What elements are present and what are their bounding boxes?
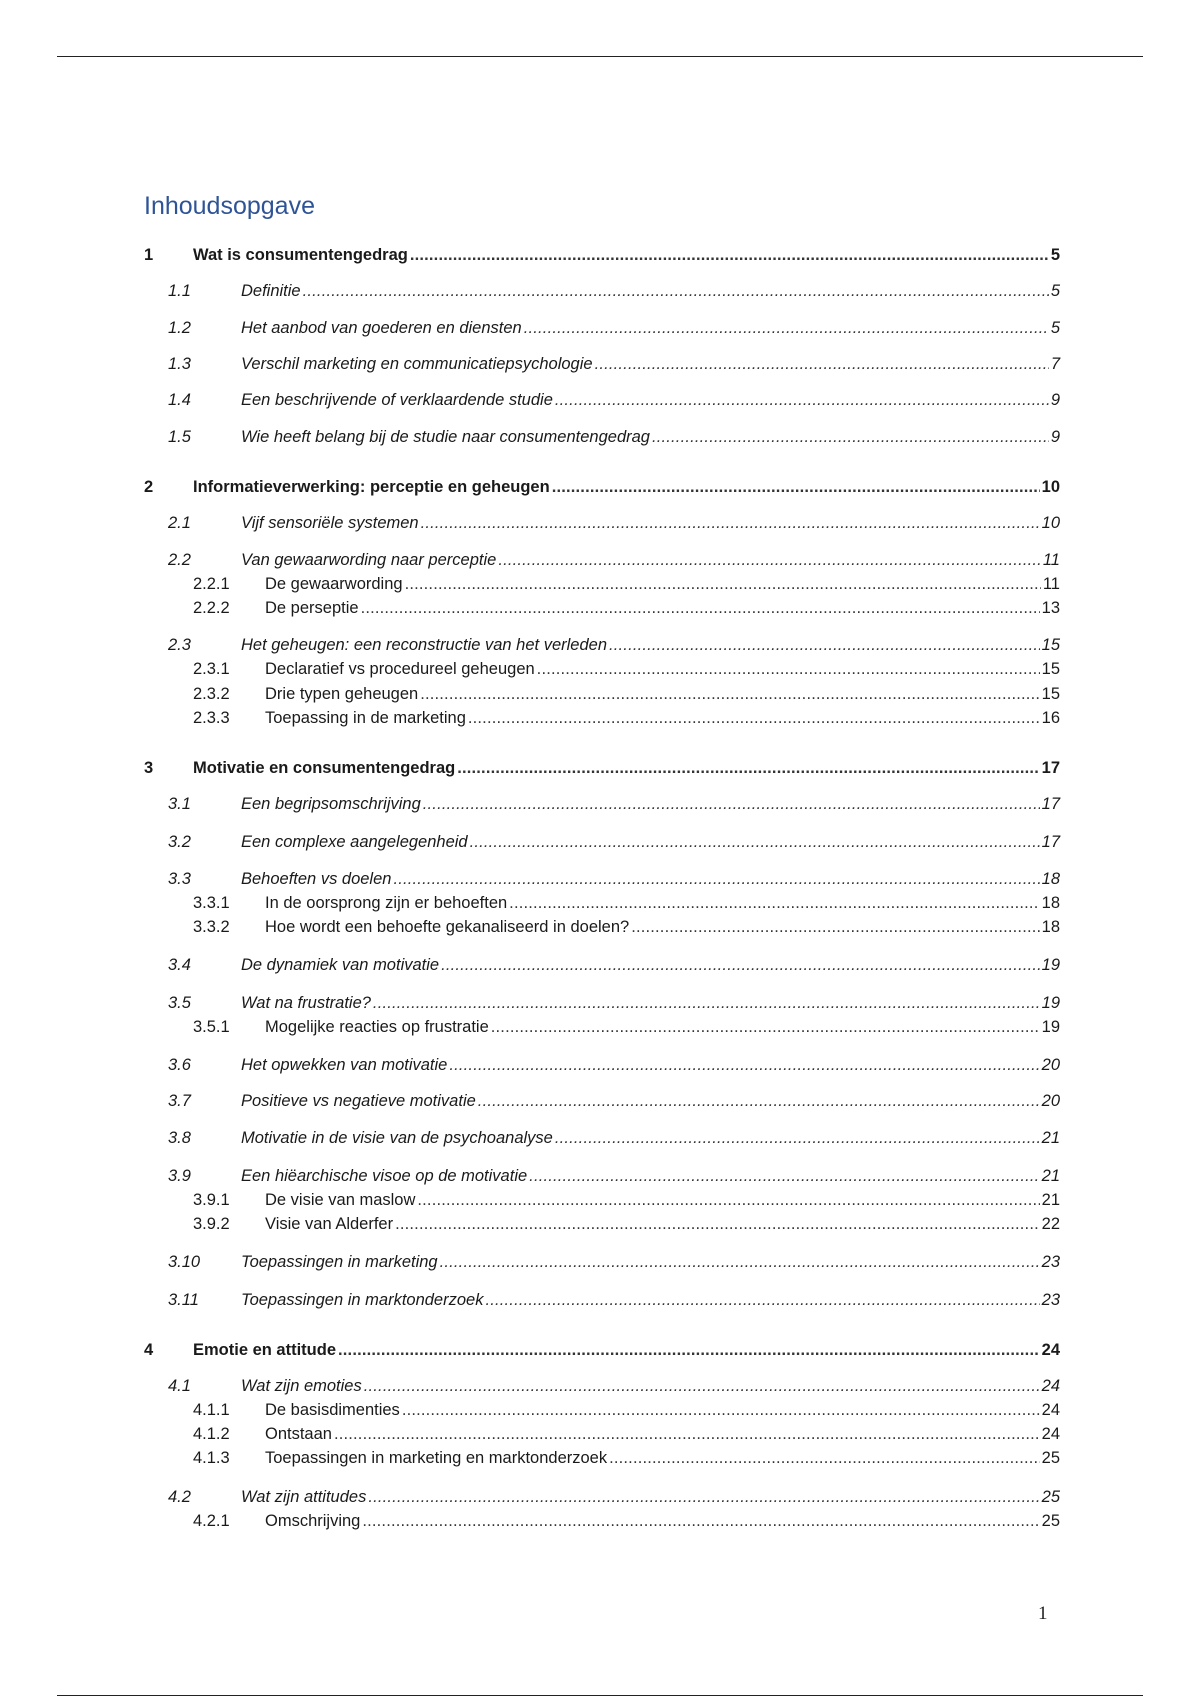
toc-entry-line bbox=[241, 1054, 1060, 1076]
toc-entry-page: 9 bbox=[1050, 391, 1060, 409]
toc-entry-page: 25 bbox=[1041, 1512, 1060, 1530]
toc-entry-label[interactable]: Wat zijn emoties bbox=[241, 1377, 362, 1395]
toc-leader-dots bbox=[410, 244, 1049, 266]
toc-entry-page: 17 bbox=[1041, 759, 1060, 777]
toc-entry-page: 21 bbox=[1041, 1129, 1060, 1147]
toc-entry-line bbox=[241, 1127, 1060, 1149]
toc-entry-line bbox=[265, 916, 1060, 938]
toc-entry-page: 21 bbox=[1041, 1191, 1060, 1209]
toc-entry[interactable] bbox=[0, 1447, 1060, 1469]
toc-leader-dots bbox=[631, 916, 1039, 938]
toc-entry[interactable] bbox=[0, 1054, 1060, 1076]
toc-entry-page: 11 bbox=[1042, 575, 1060, 593]
toc-entry-label[interactable]: Verschil marketing en communicatiepsychologie bbox=[241, 355, 593, 373]
toc-entry[interactable] bbox=[0, 280, 1060, 302]
toc-leader-dots bbox=[537, 658, 1040, 680]
toc-entry-number: 3.2 bbox=[168, 833, 191, 851]
toc-entry-label[interactable]: In de oorsprong zijn er behoeften bbox=[265, 894, 508, 912]
toc-entry-number: 2.3.3 bbox=[193, 709, 230, 727]
toc-entry[interactable] bbox=[0, 597, 1060, 619]
toc-entry-label[interactable]: Wat is consumentengedrag bbox=[193, 246, 408, 264]
toc-entry-label[interactable]: Het opwekken van motivatie bbox=[241, 1056, 448, 1074]
toc-entry-line bbox=[241, 793, 1060, 815]
toc-entry[interactable] bbox=[0, 757, 1060, 779]
toc-entry-page: 15 bbox=[1041, 636, 1060, 654]
toc-entry-line bbox=[241, 868, 1060, 890]
toc-entry[interactable] bbox=[0, 1189, 1060, 1211]
toc-entry-number: 3.10 bbox=[168, 1253, 201, 1271]
toc-entry-page: 23 bbox=[1041, 1253, 1060, 1271]
toc-leader-dots bbox=[485, 1289, 1039, 1311]
toc-entry-label[interactable]: Toepassingen in marketing bbox=[241, 1253, 438, 1271]
toc-leader-dots bbox=[338, 1339, 1040, 1361]
toc-entry-line bbox=[265, 1399, 1060, 1421]
header-rule bbox=[57, 56, 1143, 57]
toc-leader-dots bbox=[449, 1054, 1039, 1076]
toc-entry[interactable] bbox=[0, 426, 1060, 448]
toc-entry-page: 24 bbox=[1041, 1401, 1060, 1419]
toc-entry-page: 10 bbox=[1041, 478, 1060, 496]
toc-entry-line bbox=[265, 1447, 1060, 1469]
toc-entry-line bbox=[265, 658, 1060, 680]
toc-leader-dots bbox=[552, 476, 1040, 498]
toc-entry-number: 1 bbox=[144, 246, 154, 264]
toc-leader-dots bbox=[555, 389, 1049, 411]
toc-entry[interactable] bbox=[0, 573, 1060, 595]
toc-entry-number: 4.1.1 bbox=[193, 1401, 230, 1419]
toc-entry-number: 3.6 bbox=[168, 1056, 191, 1074]
toc-entry[interactable] bbox=[0, 389, 1060, 411]
toc-entry[interactable] bbox=[0, 707, 1060, 729]
toc-entry-page: 18 bbox=[1041, 870, 1060, 888]
toc-entry-page: 24 bbox=[1041, 1377, 1060, 1395]
toc-entry-label[interactable]: Positieve vs negatieve motivatie bbox=[241, 1092, 476, 1110]
toc-entry[interactable] bbox=[0, 1127, 1060, 1149]
toc-entry-number: 4.1.3 bbox=[193, 1449, 230, 1467]
toc-leader-dots bbox=[362, 1510, 1039, 1532]
toc-entry-line bbox=[241, 1090, 1060, 1112]
toc-entry[interactable] bbox=[0, 1251, 1060, 1273]
toc-entry-label[interactable]: Ontstaan bbox=[265, 1425, 332, 1443]
toc-entry-number: 2.2.2 bbox=[193, 599, 230, 617]
toc-leader-dots bbox=[393, 868, 1039, 890]
toc-entry-line bbox=[241, 1486, 1060, 1508]
toc-entry-label[interactable]: Emotie en attitude bbox=[193, 1341, 337, 1359]
toc-entry[interactable] bbox=[0, 512, 1060, 534]
toc-entry[interactable] bbox=[0, 549, 1060, 571]
toc-entry-number: 3.3.1 bbox=[193, 894, 230, 912]
toc-entry-line bbox=[241, 280, 1060, 302]
toc-entry-label[interactable]: Wat zijn attitudes bbox=[241, 1488, 367, 1506]
toc-entry-page: 15 bbox=[1041, 685, 1060, 703]
toc-entry[interactable] bbox=[0, 793, 1060, 815]
toc-entry[interactable] bbox=[0, 831, 1060, 853]
toc-entry-page: 9 bbox=[1050, 428, 1060, 446]
toc-entry-number: 3.5.1 bbox=[193, 1018, 230, 1036]
toc-leader-dots bbox=[368, 1486, 1039, 1508]
toc-entry-page: 5 bbox=[1050, 282, 1060, 300]
toc-entry[interactable] bbox=[0, 317, 1060, 339]
toc-entry-line bbox=[193, 1339, 1060, 1361]
toc-entry-number: 3.3 bbox=[168, 870, 191, 888]
toc-entry-label[interactable]: De visie van maslow bbox=[265, 1191, 416, 1209]
toc-entry[interactable] bbox=[0, 634, 1060, 656]
toc-entry-label[interactable]: Toepassing in de marketing bbox=[265, 709, 466, 727]
toc-entry-label[interactable]: Motivatie in de visie van de psychoanalyse bbox=[241, 1129, 553, 1147]
toc-leader-dots bbox=[334, 1423, 1040, 1445]
toc-entry-line bbox=[241, 1251, 1060, 1273]
toc-entry-line bbox=[241, 317, 1060, 339]
toc-entry-number: 4.2.1 bbox=[193, 1512, 230, 1530]
toc-entry-line bbox=[241, 831, 1060, 853]
toc-entry[interactable] bbox=[0, 244, 1060, 266]
toc-entry-number: 1.5 bbox=[168, 428, 191, 446]
toc-entry-page: 19 bbox=[1041, 956, 1060, 974]
toc-leader-dots bbox=[303, 280, 1049, 302]
toc-entry-line bbox=[193, 757, 1060, 779]
toc-entry-label[interactable]: Toepassingen in marktonderzoek bbox=[241, 1291, 484, 1309]
toc-entry-line bbox=[241, 1289, 1060, 1311]
toc-leader-dots bbox=[423, 793, 1040, 815]
toc-entry-page: 22 bbox=[1041, 1215, 1060, 1233]
toc-entry-number: 2.1 bbox=[168, 514, 191, 532]
toc-entry-label[interactable]: Een beschrijvende of verklaardende studie bbox=[241, 391, 553, 409]
toc-entry-label[interactable]: Een hiëarchische visoe op de motivatie bbox=[241, 1167, 528, 1185]
toc-leader-dots bbox=[373, 992, 1040, 1014]
toc-leader-dots bbox=[402, 1399, 1040, 1421]
toc-leader-dots bbox=[491, 1016, 1040, 1038]
toc-entry-page: 7 bbox=[1050, 355, 1060, 373]
toc-entry-page: 25 bbox=[1041, 1449, 1060, 1467]
toc-entry-line bbox=[241, 954, 1060, 976]
toc-entry[interactable] bbox=[0, 1339, 1060, 1361]
toc-entry-label[interactable]: Een begripsomschrijving bbox=[241, 795, 421, 813]
toc-entry-label[interactable]: Het aanbod van goederen en diensten bbox=[241, 319, 522, 337]
toc-entry-page: 19 bbox=[1041, 994, 1060, 1012]
toc-entry[interactable] bbox=[0, 1165, 1060, 1187]
toc-entry[interactable] bbox=[0, 658, 1060, 680]
toc-leader-dots bbox=[405, 573, 1041, 595]
toc-entry-number: 1.2 bbox=[168, 319, 191, 337]
toc-entry-label[interactable]: Motivatie en consumentengedrag bbox=[193, 759, 456, 777]
page-number: 1 bbox=[1038, 1603, 1048, 1624]
toc-entry[interactable] bbox=[0, 1510, 1060, 1532]
toc-entry-number: 2 bbox=[144, 478, 154, 496]
footer-rule bbox=[57, 1695, 1143, 1696]
toc-leader-dots bbox=[440, 1251, 1040, 1273]
toc-entry-label[interactable]: Definitie bbox=[241, 282, 301, 300]
toc-entry-page: 18 bbox=[1041, 918, 1060, 936]
toc-leader-dots bbox=[395, 1213, 1040, 1235]
toc-entry-label[interactable]: Mogelijke reacties op frustratie bbox=[265, 1018, 489, 1036]
toc-entry-number: 3 bbox=[144, 759, 154, 777]
toc-entry-label[interactable]: De gewaarwording bbox=[265, 575, 403, 593]
toc-entry-line bbox=[241, 1375, 1060, 1397]
toc-entry-number: 1.4 bbox=[168, 391, 191, 409]
toc-entry-number: 2.2.1 bbox=[193, 575, 230, 593]
toc-entry[interactable] bbox=[0, 892, 1060, 914]
toc-entry-line bbox=[241, 549, 1060, 571]
toc-entry-number: 3.7 bbox=[168, 1092, 191, 1110]
toc-entry-line bbox=[265, 597, 1060, 619]
toc-entry[interactable] bbox=[0, 1213, 1060, 1235]
toc-leader-dots bbox=[478, 1090, 1040, 1112]
toc-entry-label[interactable]: Drie typen geheugen bbox=[265, 685, 419, 703]
toc-entry-label[interactable]: Declaratief vs procedureel geheugen bbox=[265, 660, 535, 678]
toc-entry-number: 3.9 bbox=[168, 1167, 191, 1185]
toc-entry-page: 23 bbox=[1041, 1291, 1060, 1309]
toc-entry[interactable] bbox=[0, 1090, 1060, 1112]
toc-entry-number: 3.3.2 bbox=[193, 918, 230, 936]
toc-entry-label[interactable]: Visie van Alderfer bbox=[265, 1215, 394, 1233]
toc-entry-line bbox=[193, 476, 1060, 498]
toc-entry-label[interactable]: Toepassingen in marketing en marktonderzoek bbox=[265, 1449, 608, 1467]
toc-entry-label[interactable]: Informatieverwerking: perceptie en geheugen bbox=[193, 478, 550, 496]
toc-entry-label[interactable]: Van gewaarwording naar perceptie bbox=[241, 551, 497, 569]
toc-entry-line bbox=[193, 244, 1060, 266]
toc-leader-dots bbox=[524, 317, 1049, 339]
toc-entry-label[interactable]: De perseptie bbox=[265, 599, 359, 617]
toc-entry[interactable] bbox=[0, 1399, 1060, 1421]
toc-entry-page: 13 bbox=[1041, 599, 1060, 617]
toc-leader-dots bbox=[555, 1127, 1040, 1149]
toc-entry-line bbox=[265, 1213, 1060, 1235]
toc-entry-label[interactable]: Wat na frustratie? bbox=[241, 994, 371, 1012]
toc-entry[interactable] bbox=[0, 916, 1060, 938]
toc-entry[interactable] bbox=[0, 1016, 1060, 1038]
toc-entry[interactable] bbox=[0, 1423, 1060, 1445]
toc-leader-dots bbox=[509, 892, 1039, 914]
toc-entry-label[interactable]: Het geheugen: een reconstructie van het verleden bbox=[241, 636, 607, 654]
toc-entry-line bbox=[265, 1016, 1060, 1038]
toc-entry-line bbox=[241, 512, 1060, 534]
toc-entry[interactable] bbox=[0, 954, 1060, 976]
toc-entry[interactable] bbox=[0, 1486, 1060, 1508]
toc-entry-page: 11 bbox=[1042, 551, 1060, 569]
toc-entry-page: 10 bbox=[1041, 514, 1060, 532]
toc-entry-line bbox=[241, 992, 1060, 1014]
toc-entry-number: 4.2 bbox=[168, 1488, 191, 1506]
toc-entry-number: 3.11 bbox=[168, 1291, 199, 1309]
toc-entry-line bbox=[265, 1510, 1060, 1532]
toc-entry-line bbox=[265, 1423, 1060, 1445]
toc-entry-number: 3.8 bbox=[168, 1129, 191, 1147]
toc-entry-number: 4.1.2 bbox=[193, 1425, 230, 1443]
toc-entry[interactable] bbox=[0, 1289, 1060, 1311]
toc-leader-dots bbox=[441, 954, 1040, 976]
toc-entry-line bbox=[241, 1165, 1060, 1187]
toc-leader-dots bbox=[361, 597, 1040, 619]
toc-entry-page: 18 bbox=[1041, 894, 1060, 912]
toc-entry-label[interactable]: Vijf sensoriële systemen bbox=[241, 514, 419, 532]
toc-leader-dots bbox=[609, 1447, 1040, 1469]
toc-entry[interactable] bbox=[0, 868, 1060, 890]
toc-entry-line bbox=[265, 892, 1060, 914]
toc-leader-dots bbox=[652, 426, 1049, 448]
toc-entry-number: 2.2 bbox=[168, 551, 191, 569]
toc-entry-page: 5 bbox=[1050, 319, 1060, 337]
toc-entry-line bbox=[265, 707, 1060, 729]
toc-entry[interactable] bbox=[0, 476, 1060, 498]
toc-entry-page: 16 bbox=[1041, 709, 1060, 727]
toc-entry-line bbox=[241, 426, 1060, 448]
toc-leader-dots bbox=[364, 1375, 1040, 1397]
toc-entry-page: 24 bbox=[1041, 1341, 1060, 1359]
toc-leader-dots bbox=[595, 353, 1049, 375]
toc-leader-dots bbox=[457, 757, 1039, 779]
toc-entry-label[interactable]: Wie heeft belang bij de studie naar consumentengedrag bbox=[241, 428, 650, 446]
toc-leader-dots bbox=[609, 634, 1040, 656]
toc-entry-label[interactable]: Een complexe aangelegenheid bbox=[241, 833, 468, 851]
toc-leader-dots bbox=[420, 683, 1039, 705]
toc-entry-line bbox=[265, 573, 1060, 595]
toc-leader-dots bbox=[468, 707, 1040, 729]
toc-entry-line bbox=[265, 1189, 1060, 1211]
toc-leader-dots bbox=[470, 831, 1040, 853]
toc-entry-line bbox=[265, 683, 1060, 705]
toc-entry-label[interactable]: De dynamiek van motivatie bbox=[241, 956, 440, 974]
toc-entry-number: 3.9.1 bbox=[193, 1191, 230, 1209]
toc-leader-dots bbox=[498, 549, 1041, 571]
toc-entry-number: 3.9.2 bbox=[193, 1215, 230, 1233]
toc-entry-line bbox=[241, 389, 1060, 411]
toc-entry[interactable] bbox=[0, 1375, 1060, 1397]
toc-entry-label[interactable]: Hoe wordt een behoefte gekanaliseerd in doelen? bbox=[265, 918, 630, 936]
toc-entry-number: 3.5 bbox=[168, 994, 191, 1012]
toc-entry-number: 2.3.1 bbox=[193, 660, 230, 678]
toc-entry-line bbox=[241, 634, 1060, 656]
toc-entry-number: 2.3 bbox=[168, 636, 191, 654]
toc-entry-page: 17 bbox=[1041, 795, 1060, 813]
toc-entry-number: 4 bbox=[144, 1341, 154, 1359]
toc-entry[interactable] bbox=[0, 992, 1060, 1014]
toc-entry-page: 20 bbox=[1041, 1056, 1060, 1074]
toc-entry-page: 19 bbox=[1041, 1018, 1060, 1036]
toc-entry-number: 3.1 bbox=[168, 795, 191, 813]
toc-leader-dots bbox=[421, 512, 1040, 534]
toc-entry-number: 1.1 bbox=[168, 282, 191, 300]
toc-entry-page: 21 bbox=[1041, 1167, 1060, 1185]
toc-entry-label[interactable]: Behoeften vs doelen bbox=[241, 870, 392, 888]
toc-entry-page: 24 bbox=[1041, 1425, 1060, 1443]
toc-title: Inhoudsopgave bbox=[144, 192, 315, 220]
toc-entry-page: 25 bbox=[1041, 1488, 1060, 1506]
toc-entry-page: 15 bbox=[1041, 660, 1060, 678]
toc-entry-page: 20 bbox=[1041, 1092, 1060, 1110]
toc-entry-label[interactable]: De basisdimenties bbox=[265, 1401, 400, 1419]
toc-entry-page: 5 bbox=[1050, 246, 1060, 264]
toc-entry[interactable] bbox=[0, 353, 1060, 375]
toc-entry-page: 17 bbox=[1041, 833, 1060, 851]
toc-entry-label[interactable]: Omschrijving bbox=[265, 1512, 361, 1530]
toc-entry-number: 4.1 bbox=[168, 1377, 191, 1395]
toc-entry-number: 3.4 bbox=[168, 956, 191, 974]
toc-entry-number: 2.3.2 bbox=[193, 685, 230, 703]
toc-entry-line bbox=[241, 353, 1060, 375]
toc-entry-number: 1.3 bbox=[168, 355, 191, 373]
toc-leader-dots bbox=[417, 1189, 1039, 1211]
toc-entry[interactable] bbox=[0, 683, 1060, 705]
toc-leader-dots bbox=[529, 1165, 1039, 1187]
